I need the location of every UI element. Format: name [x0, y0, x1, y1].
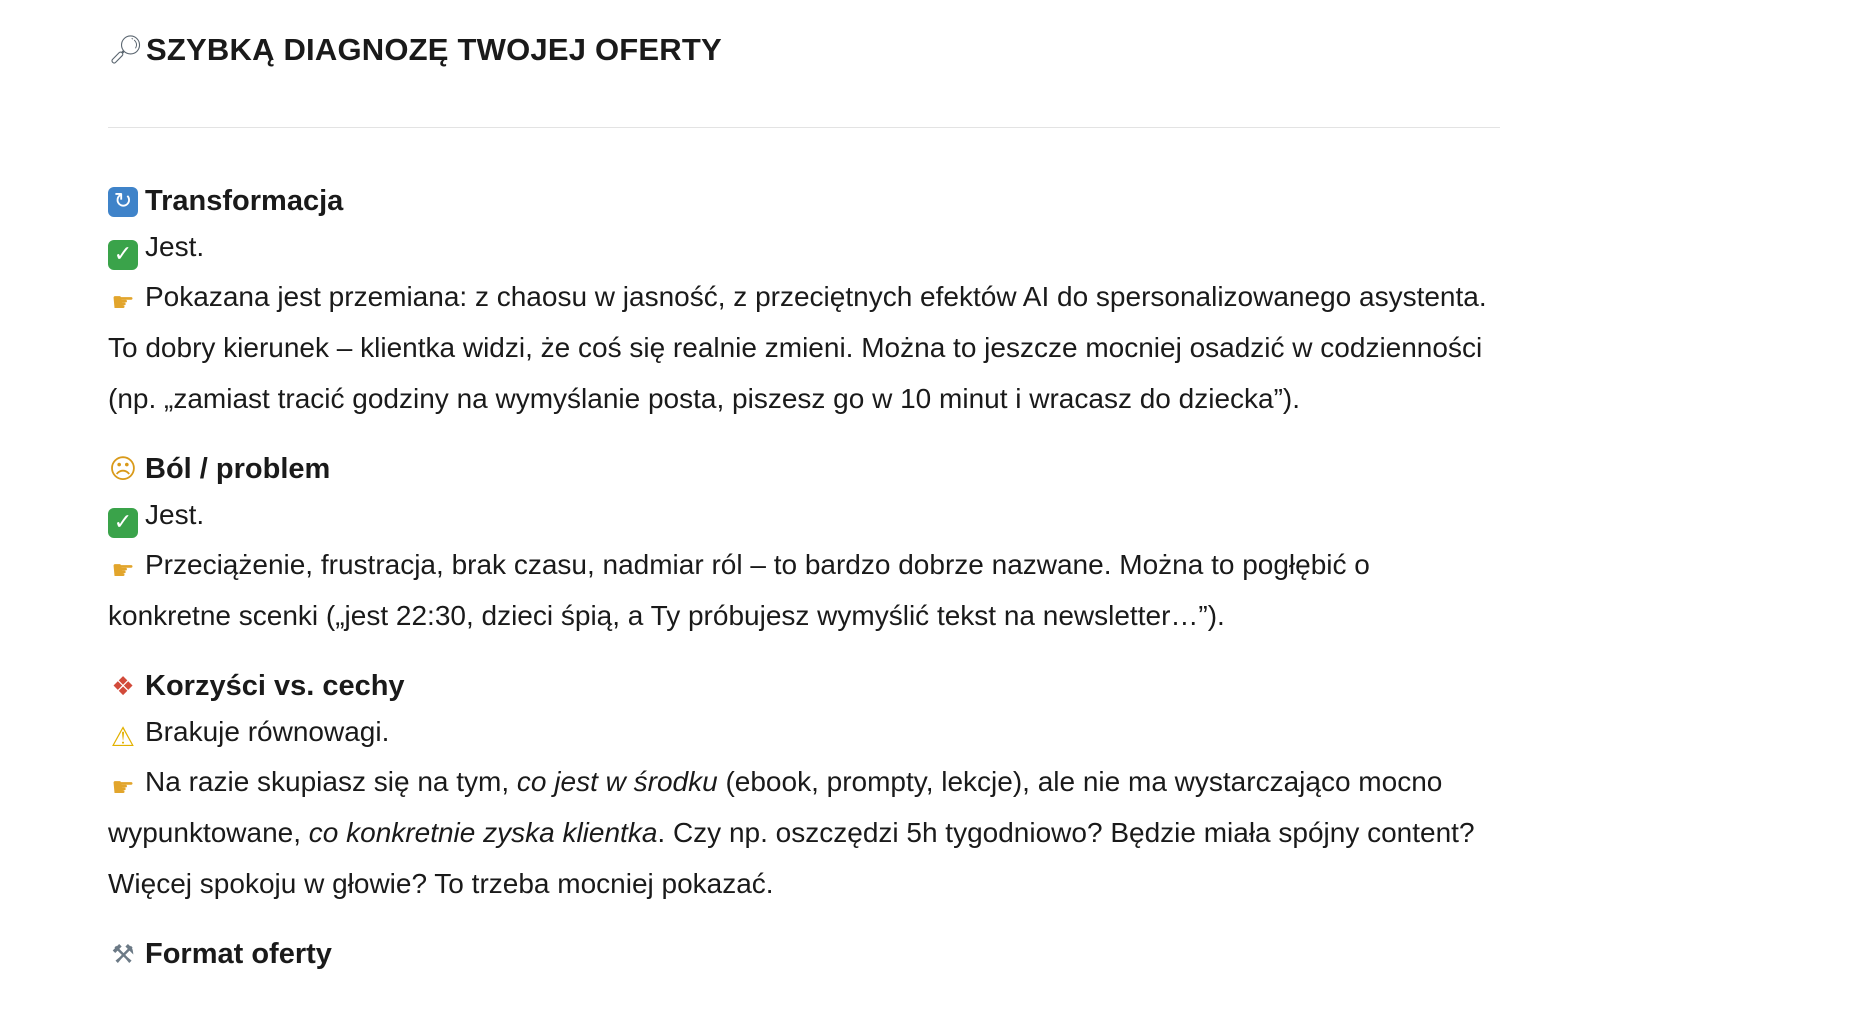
section-heading	[108, 180, 1500, 223]
section-korzysci	[108, 665, 1500, 909]
comment-part: . Czy np. oszczędzi 5h tygodniowo? Będzie miała spójny content? Więcej spokoju w głowie? To trzeba mocniej pokazać.	[108, 817, 1475, 899]
section-comment-text: Pokazana jest przemiana: z chaosu w jasność, z przeciętnych efektów AI do spersonalizowanego asystenta. To dobry kierunek – klientka widzi, że coś się realnie zmieni. Można to jeszcze mocniej osadzić w codzienności (np. „zamiast tracić godziny na wymyślanie posta, piszesz go w 10 minut i wracasz do dziecka”).	[108, 281, 1487, 414]
section-comment	[108, 756, 1500, 909]
page-title	[108, 32, 722, 68]
section-format-oferty	[108, 933, 1500, 976]
section-heading-text: Transformacja	[145, 185, 344, 217]
section-status	[108, 491, 1500, 539]
section-transformacja	[108, 180, 1500, 424]
section-heading-text: Korzyści vs. cechy	[145, 670, 405, 702]
wrench-icon: ⚒	[111, 939, 135, 970]
arrows-cycle-icon: ↻	[108, 187, 138, 217]
section-heading-text: Format oferty	[145, 938, 332, 970]
pointing-hand-icon: ☛	[111, 556, 135, 586]
section-status-text: Brakuje równowagi.	[145, 716, 390, 747]
frustrated-face-icon: ☹	[108, 453, 138, 485]
section-status	[108, 223, 1500, 271]
check-icon: ✓	[108, 240, 138, 270]
divider	[108, 127, 1500, 128]
warning-icon: ⚠	[110, 722, 136, 753]
section-heading	[108, 448, 1500, 491]
section-heading	[108, 665, 1500, 708]
pointing-hand-icon: ☛	[111, 288, 135, 318]
gift-icon: ❖	[111, 671, 135, 702]
sections	[108, 180, 1500, 1000]
section-heading	[108, 933, 1500, 976]
pointing-hand-icon: ☛	[111, 773, 135, 803]
check-icon: ✓	[108, 508, 138, 538]
comment-emphasis: co konkretnie zyska klientka	[308, 817, 658, 848]
section-status-text: Jest.	[145, 231, 205, 262]
section-bol-problem	[108, 448, 1500, 641]
comment-emphasis: co jest w środku	[516, 766, 718, 797]
section-comment	[108, 539, 1500, 641]
magnifier-icon: 🔎︎	[108, 33, 144, 66]
section-heading-text: Ból / problem	[145, 453, 331, 485]
section-status	[108, 708, 1500, 756]
section-comment-text: Przeciążenie, frustracja, brak czasu, nadmiar ról – to bardzo dobrze nazwane. Można to pogłębić o konkretne scenki („jest 22:30, dzieci śpią, a Ty próbujesz wymyślić tekst na newsletter…”).	[108, 549, 1370, 631]
section-comment	[108, 271, 1500, 424]
page-title-text: SZYBKĄ DIAGNOZĘ TWOJEJ OFERTY	[146, 32, 722, 67]
section-status-text: Jest.	[145, 499, 205, 530]
comment-part: Na razie skupiasz się na tym,	[145, 766, 517, 797]
comment-part: (ebook, prompty, lekcje), ale nie ma wystarczająco mocno wypunktowane,	[108, 766, 1443, 848]
